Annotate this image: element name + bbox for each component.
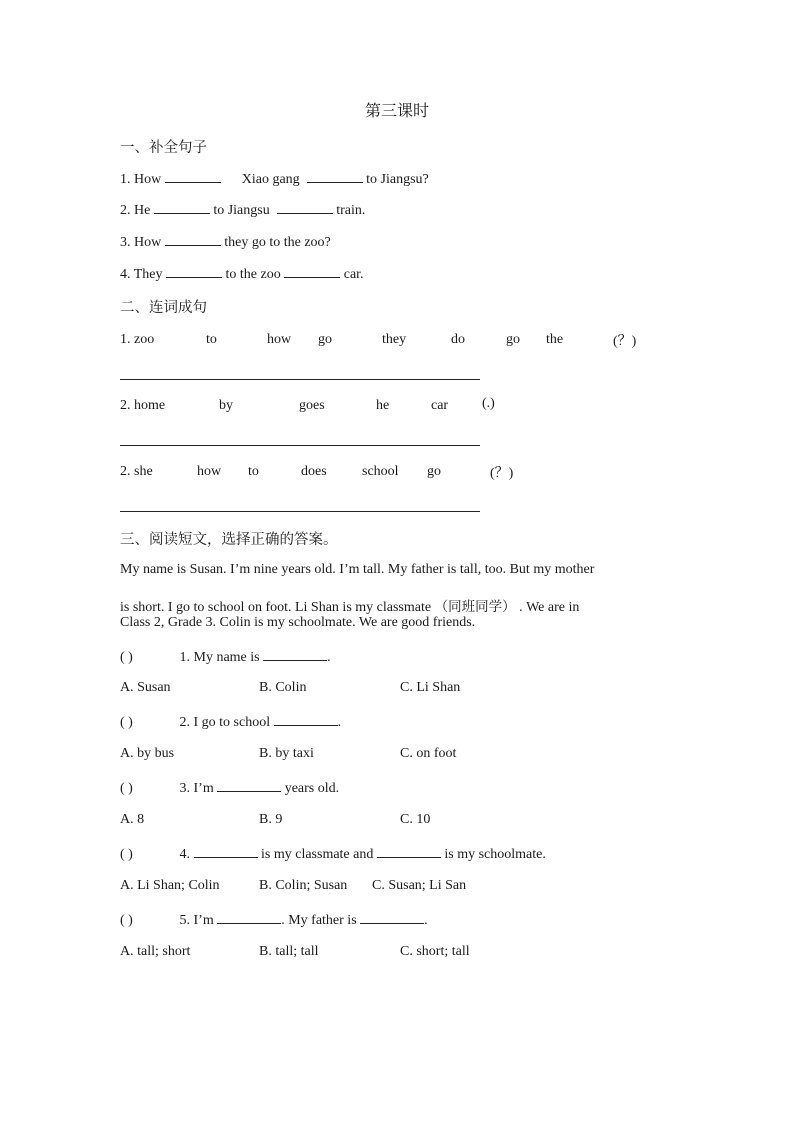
option-c[interactable]: C. on foot bbox=[400, 746, 457, 761]
s3-q5-text-b: . My father is bbox=[281, 913, 357, 928]
s1-q3-text-b: they go to the zoo? bbox=[224, 235, 331, 250]
option-a[interactable]: A. tall; short bbox=[120, 944, 191, 959]
scrambled-word: car bbox=[431, 398, 449, 413]
scrambled-word: to bbox=[206, 332, 217, 347]
s3-q4-text-b: is my classmate and bbox=[261, 847, 374, 862]
answer-line[interactable] bbox=[120, 379, 480, 380]
end-punctuation: (.) bbox=[482, 396, 495, 411]
answer-line[interactable] bbox=[120, 445, 480, 446]
s1-q4-text-a: 4. They bbox=[120, 267, 163, 282]
s3-question-2 bbox=[120, 713, 341, 731]
s3-q3-text-a: 3. I’m bbox=[179, 781, 214, 796]
s1-q4-text-b: to the zoo bbox=[225, 267, 281, 282]
scrambled-word: by bbox=[219, 398, 233, 413]
scrambled-word: how bbox=[197, 464, 222, 479]
option-b[interactable]: B. tall; tall bbox=[259, 944, 319, 959]
scrambled-word: 1. zoo bbox=[120, 332, 155, 347]
scrambled-word: does bbox=[301, 464, 327, 479]
option-b[interactable]: B. by taxi bbox=[259, 746, 314, 761]
chinese-gloss: （同班同学） bbox=[434, 599, 516, 615]
answer-parentheses[interactable]: ( ) bbox=[120, 913, 133, 928]
answer-blank[interactable] bbox=[277, 201, 333, 214]
scrambled-word: do bbox=[451, 332, 465, 347]
s1-question-1 bbox=[120, 170, 429, 188]
option-c[interactable]: C. Susan; Li San bbox=[372, 878, 467, 893]
answer-blank[interactable] bbox=[274, 713, 338, 726]
answer-blank[interactable] bbox=[194, 845, 258, 858]
answer-parentheses[interactable]: ( ) bbox=[120, 847, 133, 862]
answer-blank[interactable] bbox=[166, 265, 222, 278]
s3-q2-text-b: . bbox=[337, 715, 342, 730]
passage-line-3: Class 2, Grade 3. Colin is my schoolmate. We are good friends. bbox=[120, 615, 476, 630]
answer-blank[interactable] bbox=[217, 911, 281, 924]
end-punctuation: (？) bbox=[613, 334, 637, 349]
answer-parentheses[interactable]: ( ) bbox=[120, 781, 133, 796]
passage-line-1: My name is Susan. I’m nine years old. I’m tall. My father is tall, too. But my mother bbox=[120, 562, 595, 577]
scrambled-word: go bbox=[506, 332, 520, 347]
s3-question-4 bbox=[120, 845, 546, 863]
passage-line-2 bbox=[120, 595, 579, 616]
answer-blank[interactable] bbox=[263, 648, 327, 661]
s3-q1-text-b: . bbox=[327, 650, 331, 665]
section-1-heading: 一、补全句子 bbox=[120, 140, 207, 156]
option-b[interactable]: B. 9 bbox=[259, 812, 283, 827]
s3-q1-text-a: 1. My name is bbox=[179, 650, 260, 665]
option-a[interactable]: A. Susan bbox=[120, 680, 171, 695]
option-a[interactable]: A. by bus bbox=[120, 746, 175, 761]
answer-blank[interactable] bbox=[217, 779, 281, 792]
s1-q1-text-c: to Jiangsu? bbox=[366, 172, 429, 187]
s3-q2-text-a: 2. I go to school bbox=[179, 715, 271, 730]
answer-blank[interactable] bbox=[307, 170, 363, 183]
scrambled-word: they bbox=[382, 332, 407, 347]
scrambled-word: go bbox=[318, 332, 332, 347]
end-punctuation: (？) bbox=[490, 466, 514, 481]
s1-question-2 bbox=[120, 201, 365, 219]
s3-q5-text-c: . bbox=[424, 913, 428, 928]
passage-text: is short. I go to school on foot. Li Shan is my classmate bbox=[120, 600, 435, 615]
option-c[interactable]: C. Li Shan bbox=[400, 680, 461, 695]
answer-blank[interactable] bbox=[360, 911, 424, 924]
scrambled-word: school bbox=[362, 464, 399, 479]
answer-blank[interactable] bbox=[165, 170, 221, 183]
s1-q4-text-c: car. bbox=[343, 267, 364, 282]
s3-q4-text-a: 4. bbox=[179, 847, 190, 862]
answer-parentheses[interactable]: ( ) bbox=[120, 650, 133, 665]
section-3-heading: 三、阅读短文，选择正确的答案。 bbox=[120, 532, 338, 548]
s1-q2-text-a: 2. He bbox=[120, 203, 151, 218]
answer-line[interactable] bbox=[120, 511, 480, 512]
s1-q1-text-a: 1. How bbox=[120, 172, 162, 187]
scrambled-word: how bbox=[267, 332, 292, 347]
option-b[interactable]: B. Colin bbox=[259, 680, 307, 695]
s3-question-5 bbox=[120, 911, 428, 929]
option-c[interactable]: C. short; tall bbox=[400, 944, 470, 959]
option-a[interactable]: A. Li Shan; Colin bbox=[120, 878, 220, 893]
scrambled-word: go bbox=[427, 464, 441, 479]
page-title: 第三课时 bbox=[364, 101, 429, 120]
scrambled-word: 2. she bbox=[120, 464, 153, 479]
s3-question-1 bbox=[120, 648, 331, 666]
scrambled-word: he bbox=[376, 398, 390, 413]
option-a[interactable]: A. 8 bbox=[120, 812, 145, 827]
s1-q2-text-c: train. bbox=[336, 203, 366, 218]
section-2-heading: 二、连词成句 bbox=[120, 300, 207, 316]
option-c[interactable]: C. 10 bbox=[400, 812, 431, 827]
answer-blank[interactable] bbox=[154, 201, 210, 214]
s1-question-4 bbox=[120, 265, 364, 283]
s1-q3-text-a: 3. How bbox=[120, 235, 162, 250]
scrambled-word: the bbox=[546, 332, 564, 347]
s3-q5-text-a: 5. I’m bbox=[179, 913, 214, 928]
answer-blank[interactable] bbox=[284, 265, 340, 278]
s1-q1-text-b: Xiao gang bbox=[241, 172, 300, 187]
s1-q2-text-b: to Jiangsu bbox=[213, 203, 270, 218]
scrambled-word: goes bbox=[299, 398, 325, 413]
s1-question-3 bbox=[120, 233, 331, 251]
answer-blank[interactable] bbox=[377, 845, 441, 858]
answer-blank[interactable] bbox=[165, 233, 221, 246]
passage-text: . We are in bbox=[519, 600, 580, 615]
s3-q4-text-c: is my schoolmate. bbox=[444, 847, 546, 862]
s3-q3-text-b: years old. bbox=[284, 781, 340, 796]
option-b[interactable]: B. Colin; Susan bbox=[259, 878, 348, 893]
scrambled-word: to bbox=[248, 464, 259, 479]
answer-parentheses[interactable]: ( ) bbox=[120, 715, 133, 730]
scrambled-word: 2. home bbox=[120, 398, 166, 413]
s3-question-3 bbox=[120, 779, 339, 797]
